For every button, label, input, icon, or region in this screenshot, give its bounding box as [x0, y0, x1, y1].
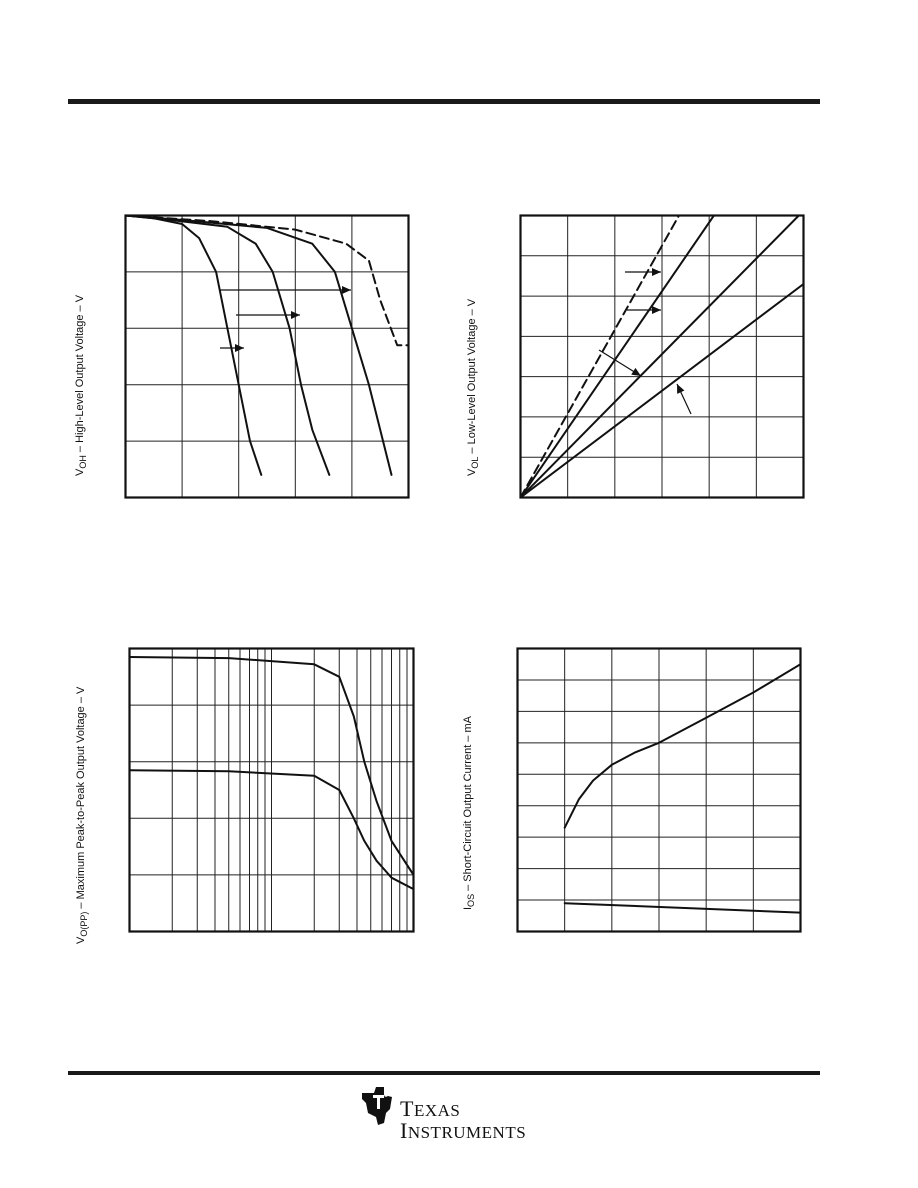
annotation-arrow-head-icon [652, 306, 661, 314]
series-line-1 [126, 216, 262, 475]
annotation-arrow-head-icon [652, 268, 661, 276]
graph2-ylabel: $V_{OL}$ – Low-Level Output Voltage – V [466, 298, 480, 476]
annotation-arrow-head-icon [631, 368, 641, 376]
ios-graph [516, 647, 802, 933]
bottom-rule [68, 1071, 820, 1075]
vol-high-graph [124, 214, 410, 499]
graph4-ylabel: $I_{OS}$ – Short-Circuit Output Current – mA [462, 716, 476, 910]
series-line-4 [126, 216, 409, 346]
annotation-arrow-head-icon [235, 344, 244, 352]
brand-line2: INSTRUMENTS [400, 1118, 527, 1143]
series-line-1 [565, 664, 801, 828]
graph3-ylabel: $V_{O(PP)}$ – Maximum Peak-to-Peak Output Voltage – V [75, 686, 89, 944]
series-line-2 [565, 903, 801, 912]
series-line-2 [521, 216, 714, 498]
annotation-arrow-head-icon [342, 286, 351, 294]
vopp-graph [128, 647, 415, 933]
graph1-ylabel: $V_{OH}$ – High-Level Output Voltage – V [74, 294, 88, 476]
series-line-3 [521, 216, 799, 498]
top-rule [68, 99, 820, 104]
brand-line1: TEXAS [400, 1096, 461, 1121]
series-line-2 [126, 216, 330, 475]
vol-low-graph [519, 214, 805, 499]
